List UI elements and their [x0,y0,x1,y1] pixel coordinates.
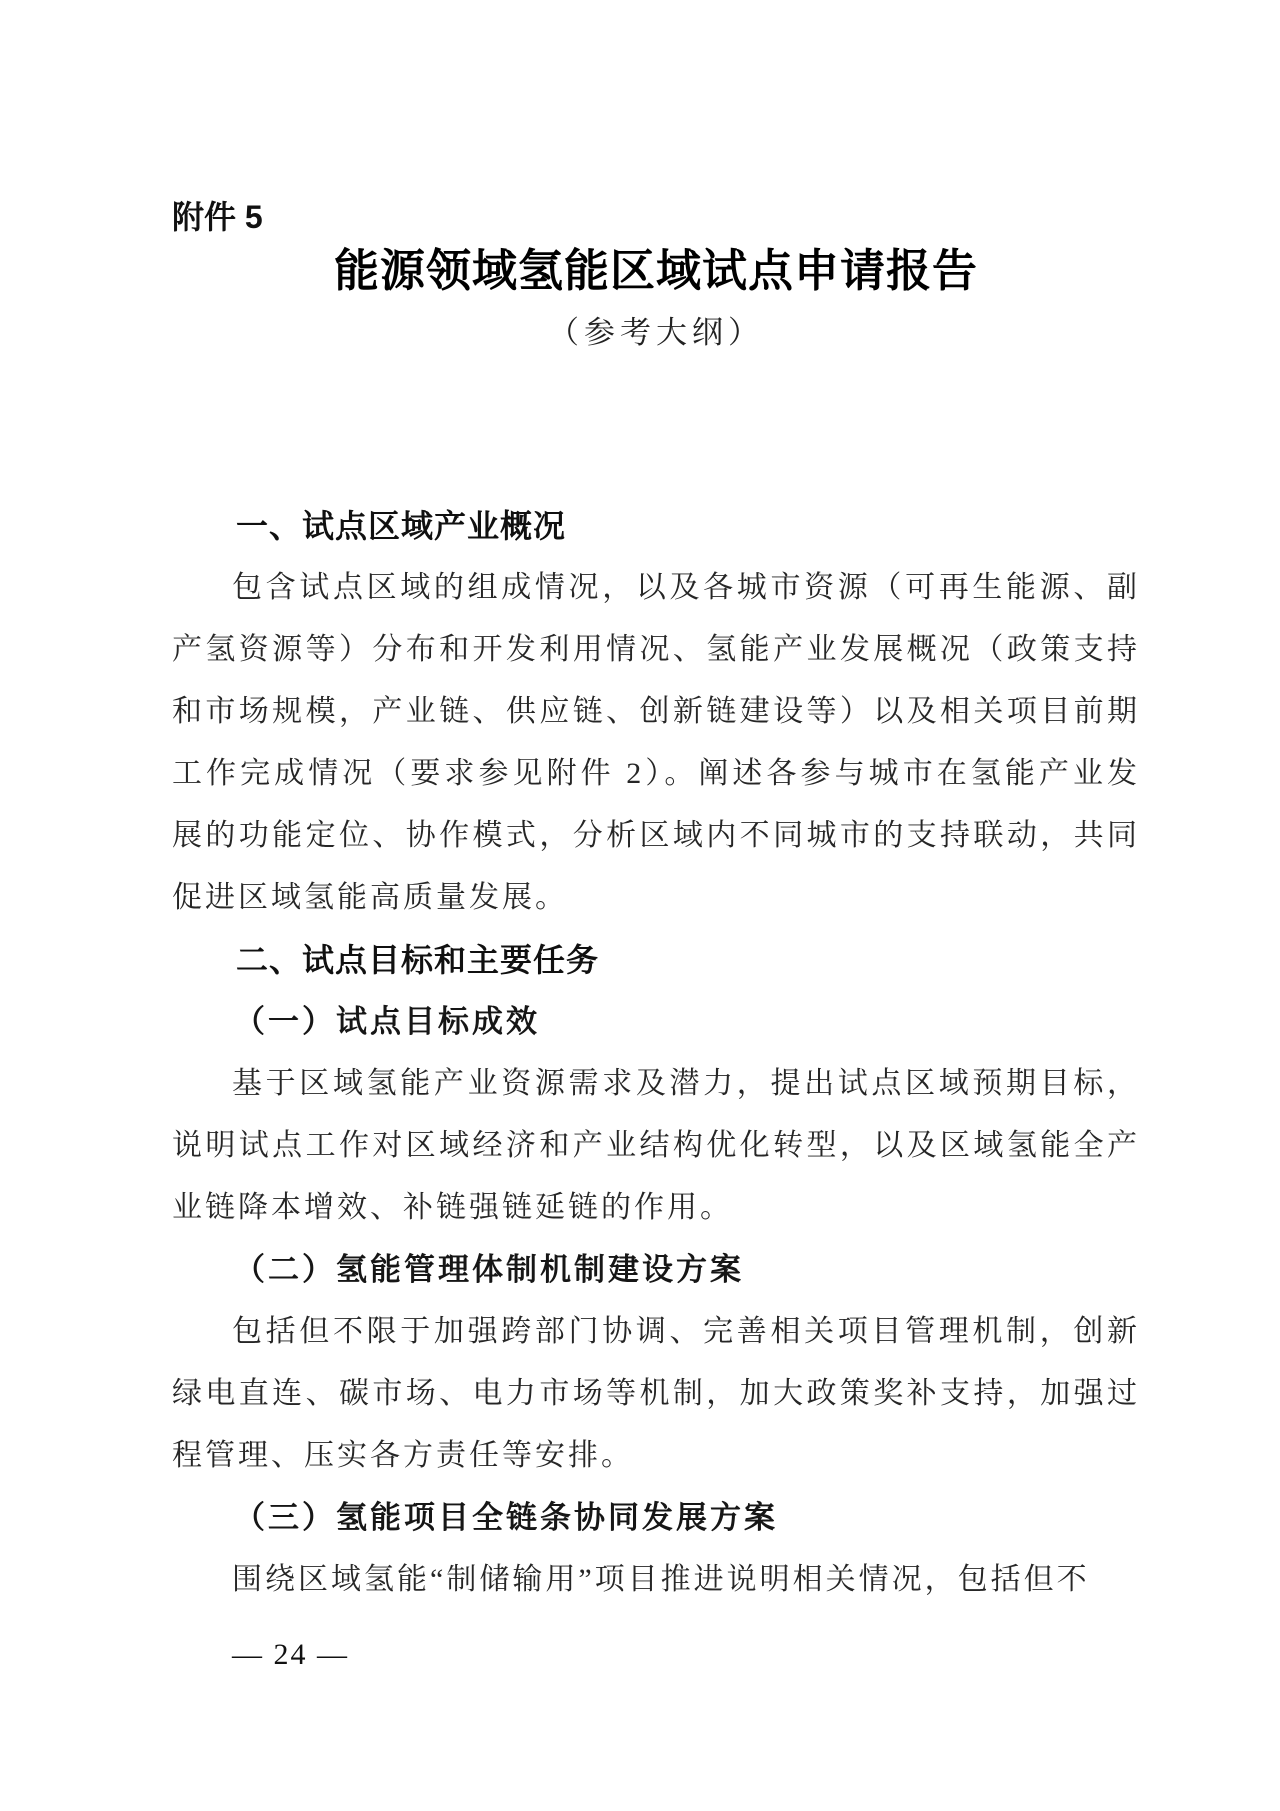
document-title: 能源领域氢能区域试点申请报告 [333,246,978,296]
page-number: — 24 — [232,1638,349,1671]
document-body [172,495,1140,1611]
subsection-heading-full-chain-coordinated-development: （三）氢能项目全链条协同发展方案 [234,1500,778,1535]
paragraph-hydrogen-management-system: 包括但不限于加强跨部门协调、完善相关项目管理机制，创新绿电直连、碳市场、电力市场等机制，加大政策奖补支持，加强过程管理、压实各方责任等安排。 [172,1315,1140,1472]
paragraph-pilot-region-industry-overview: 包含试点区域的组成情况，以及各城市资源（可再生能源、副产氢资源等）分布和开发利用情况、氢能产业发展概况（政策支持和市场规模，产业链、供应链、创新链建设等）以及相关项目前期工作完成情况（要求参见附件 2）。阐述各参与城市在氢能产业发展的功能定位、协作模式，分析区域内不同城市的支持联动，共同促进区域氢能高质量发展。 [172,571,1140,914]
paragraph-full-chain-coordinated-development: 围绕区域氢能“制储输用”项目推进说明相关情况，包括但不 [232,1563,1090,1596]
section-heading-pilot-goals-main-tasks: 二、试点目标和主要任务 [236,942,600,978]
paragraph-pilot-goal-results: 基于区域氢能产业资源需求及潜力，提出试点区域预期目标，说明试点工作对区域经济和产业结构优化转型，以及区域氢能全产业链降本增效、补链强链延链的作用。 [172,1067,1140,1224]
attachment-label: 附件 5 [172,199,263,235]
subsection-heading-pilot-goal-results: （一）试点目标成效 [234,1004,540,1039]
section-heading-pilot-region-industry-overview: 一、试点区域产业概况 [236,508,567,544]
document-subtitle: （参考大纲） [548,315,764,350]
subsection-heading-hydrogen-management-system: （二）氢能管理体制机制建设方案 [234,1252,744,1287]
